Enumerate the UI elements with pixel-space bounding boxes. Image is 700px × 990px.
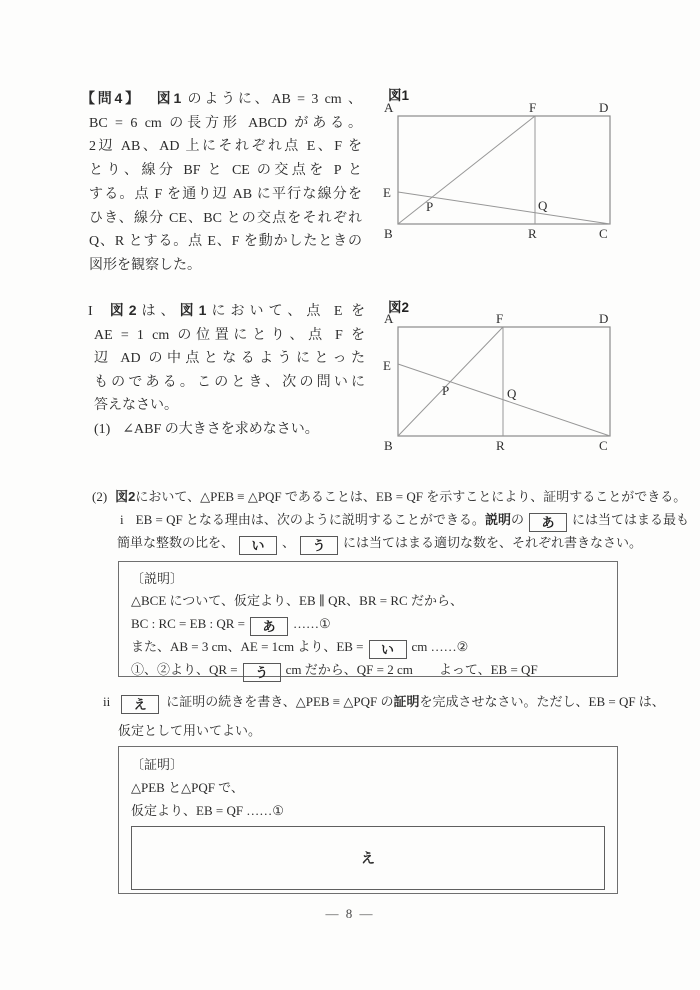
fig1-vertex-e: E (383, 185, 391, 200)
blank-box-e: え (121, 695, 159, 714)
explanation-title: 〔説明〕 (131, 571, 184, 586)
problem-intro (81, 87, 362, 278)
question-1-line (88, 418, 365, 442)
blank-box-a: あ (529, 513, 567, 532)
fig1-reference: 図1 (179, 302, 207, 318)
sec1-line-1-mid: は、 (136, 304, 180, 319)
fig2-vertex-p: P (442, 383, 450, 398)
explanation-line-1: △BCE について、仮定より、EB ∥ QR、BR = RC だから、 (131, 593, 463, 609)
question-2i-line-2 (117, 532, 642, 555)
explanation-line-3 (131, 636, 605, 659)
intro-line-1-text: のように、AB = 3 cm 、 (181, 92, 362, 107)
question-2i-text-4: 簡単な整数の比を、 (117, 535, 235, 550)
question-2-number: (2) (92, 489, 108, 504)
intro-line-5: する。点 F を通り辺 AB に平行な線分を (89, 186, 362, 202)
blank-box-i: い (369, 640, 407, 659)
figure-2-diagram (380, 294, 625, 459)
fig2-vertex-b: B (384, 438, 393, 453)
explanation-line-2-post: ……① (293, 615, 331, 631)
fig1-vertex-b: B (384, 226, 393, 241)
fig2-vertex-e: E (383, 358, 391, 373)
explanation-line-4-post: よって、EB = QF (438, 661, 538, 677)
fig1-vertex-f: F (529, 100, 537, 115)
explanation-line-3-pre: また、AB = 3 cm、AE = 1cm より、EB = (131, 638, 364, 654)
sec1-line-5: 答えなさい。 (94, 398, 178, 413)
explanation-line-2 (131, 613, 605, 636)
fig2-vertex-c: C (599, 438, 608, 453)
fig1-reference: 図1 (153, 90, 182, 106)
explanation-box (118, 561, 618, 680)
explanation-line-3-post: cm ……② (411, 638, 469, 654)
question-2i-text-2: の (510, 512, 524, 527)
sec1-line-1 (88, 299, 365, 324)
blank-box-a: あ (250, 617, 288, 636)
blank-box-i: い (239, 536, 277, 555)
sec1-line-2: AE = 1 cm の位置にとり、点 F を (94, 327, 365, 343)
proof-line-2: 仮定より、EB = QF ……① (131, 803, 284, 818)
intro-line-8: 図形を観察した。 (89, 257, 201, 273)
intro-line-4: とり、線分 BF と CE の交点を P と (89, 163, 362, 179)
explanation-line-4 (131, 659, 605, 682)
fig1-vertex-r: R (528, 226, 537, 241)
question-2i-text-5: 、 (282, 535, 296, 550)
explanation-line-4-pre: ①、②より、QR = (131, 661, 238, 677)
sec1-line-3: 辺 AD の中点となるようにとった (94, 351, 365, 366)
question-2ii-line-2: 仮定として用いてよい。 (118, 723, 262, 738)
fig2-line-ec (398, 364, 610, 436)
question-1-number: (1) (94, 421, 111, 437)
intro-line-3: 2辺 AB、AD 上にそれぞれ点 E、F を (89, 139, 362, 155)
fig1-vertex-q: Q (538, 198, 548, 213)
section-1-numeral: I (88, 304, 93, 319)
problem-tag: 【問4】 (81, 90, 142, 106)
question-2i-text-1: EB = QF となる理由は、次のように説明することができる。 (135, 512, 485, 527)
question-2i-text-6: には当てはまる適切な数を、それぞれ書きなさい。 (343, 535, 643, 550)
page-number: — 8 — (325, 906, 375, 921)
sec1-line-4: ものである。このとき、次の問いに (94, 374, 365, 390)
blank-box-u: う (243, 663, 281, 682)
fig2-reference: 図2 (115, 489, 136, 504)
intro-line-6: ひき、線分 CE、BC との交点をそれぞれ (89, 210, 362, 226)
section-1 (88, 299, 365, 441)
fig1-vertex-a: A (384, 100, 394, 115)
intro-line-7: Q、R とする。点 E、F を動かしたときの (89, 234, 362, 250)
proof-answer-box (131, 826, 605, 890)
fig2-vertex-r: R (496, 438, 505, 453)
fig1-line-bf (398, 116, 535, 224)
question-1-text: ∠ABF の大きさを求めなさい。 (122, 421, 319, 437)
fig2-reference: 図2 (104, 302, 137, 318)
question-2i-number: i (120, 512, 124, 527)
proof-box (118, 746, 618, 894)
fig2-rectangle-abcd (398, 327, 610, 436)
question-2i-text-3: には当てはまる最も (571, 512, 689, 527)
proof-line-1: △PEB と△PQF で、 (131, 780, 244, 795)
question-2-text: において、△PEB ≡ △PQF であることは、EB = QF を示すことにより、証明することができる。 (135, 489, 687, 504)
intro-line-2: BC = 6 cm の長方形 ABCD がある。 (89, 115, 362, 131)
figure-1-diagram (380, 82, 625, 247)
explanation-line-2-pre: BC : RC = EB : QR = (131, 615, 245, 631)
fig1-vertex-c: C (599, 226, 608, 241)
fig1-vertex-d: D (599, 100, 609, 115)
fig2-vertex-q: Q (507, 386, 517, 401)
figure-1-label: 図1 (388, 88, 410, 103)
question-2ii-number: ii (103, 694, 111, 709)
sec1-line-1-text: において、点 E を (206, 304, 365, 319)
fig2-vertex-a: A (384, 311, 394, 326)
fig2-vertex-f: F (496, 311, 504, 326)
question-2ii-text-1: に証明の続きを書き、△PEB ≡ △PQF の (166, 694, 394, 709)
figure-2-label: 図2 (388, 300, 410, 315)
fig2-vertex-d: D (599, 311, 609, 326)
question-2ii-text-2: を完成させなさい。ただし、EB = QF は、 (419, 694, 665, 709)
blank-box-e-label: え (361, 849, 375, 866)
blank-box-u: う (300, 536, 338, 555)
shoumei-word: 証明 (393, 694, 420, 709)
fig1-vertex-p: P (426, 199, 434, 214)
intro-line-1 (81, 87, 362, 112)
explanation-line-4-mid: cm だから、QF = 2 cm (285, 661, 413, 677)
setsumei-word: 説明 (484, 512, 511, 527)
question-2ii-line-1 (103, 691, 665, 714)
question-2-line (92, 486, 686, 505)
question-2i-line-1 (120, 509, 689, 532)
proof-title: 〔証明〕 (131, 757, 184, 772)
